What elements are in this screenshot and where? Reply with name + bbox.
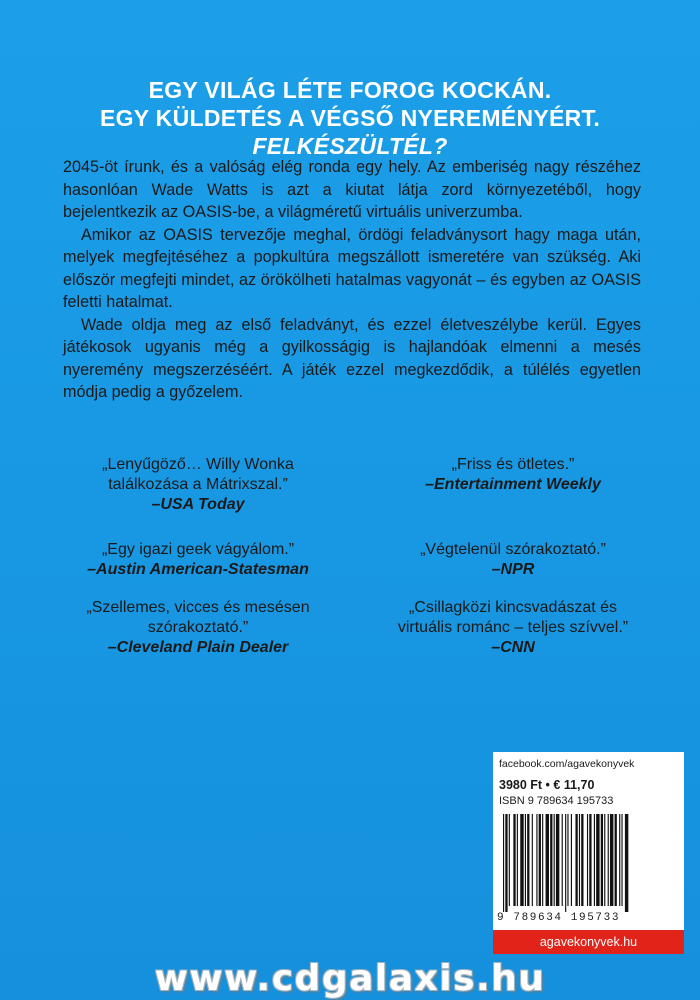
review-quote-cleveland-plain-dealer bbox=[68, 598, 328, 658]
barcode-bar bbox=[565, 814, 566, 912]
review-quote-entertainment-weekly bbox=[388, 455, 638, 495]
quote-source: –Cleveland Plain Dealer bbox=[107, 639, 289, 656]
barcode-bar bbox=[536, 814, 537, 906]
barcode-bar bbox=[550, 814, 552, 906]
facebook-url: facebook.com/agavekonyvek bbox=[499, 758, 635, 770]
barcode-bar bbox=[532, 814, 533, 906]
barcode-bar bbox=[542, 814, 543, 906]
quote-source: –NPR bbox=[491, 561, 535, 578]
quote-source: –CNN bbox=[491, 639, 535, 656]
quote-text: „Friss és ötletes.” bbox=[451, 456, 575, 473]
quote-source: –Entertainment Weekly bbox=[425, 476, 601, 493]
barcode-bar bbox=[615, 814, 617, 906]
barcode-bar bbox=[621, 814, 622, 906]
quote-source: –USA Today bbox=[151, 496, 245, 513]
barcode-bar bbox=[554, 814, 555, 906]
publisher-website: agavekonyvek.hu bbox=[493, 930, 684, 954]
barcode-bar bbox=[619, 814, 620, 906]
barcode-bar bbox=[589, 814, 591, 906]
quote-text: „Szellemes, vicces és mesésen szórakoztató.” bbox=[86, 599, 310, 636]
review-quote-npr bbox=[388, 540, 638, 580]
barcode-bar bbox=[509, 814, 510, 906]
isbn: ISBN 9 789634 195733 bbox=[499, 795, 614, 807]
barcode-label bbox=[493, 752, 684, 954]
synopsis bbox=[63, 156, 641, 404]
barcode-bar bbox=[601, 814, 603, 906]
barcode-bar bbox=[525, 814, 526, 906]
barcode-bar bbox=[610, 814, 613, 906]
tagline bbox=[70, 76, 630, 160]
quote-text: „Lenyűgöző… Willy Wonka találkozása a Mátrixszal.” bbox=[102, 456, 294, 493]
barcode-bar bbox=[587, 814, 588, 906]
barcode-bar bbox=[579, 814, 580, 906]
synopsis-paragraph-1: 2045-öt írunk, és a valóság elég ronda egy hely. Az emberiség nagy részéhez hasonlóan Wade Watts is azt a kiutat látja zord környezetéből, hogy bejelentkezik az OASIS-be, a világméretű virtuális univerzumba. bbox=[63, 158, 641, 221]
review-quote-usa-today bbox=[68, 455, 328, 515]
barcode-bar bbox=[520, 814, 523, 906]
quote-text: „Végtelenül szórakoztató.” bbox=[420, 541, 606, 558]
barcode-bar bbox=[503, 814, 504, 912]
quote-text: „Egy igazi geek vágyálom.” bbox=[101, 541, 295, 558]
barcode-bar bbox=[505, 814, 507, 912]
barcode-bar bbox=[608, 814, 609, 906]
barcode-bar bbox=[594, 814, 595, 906]
barcode-bar bbox=[575, 814, 577, 906]
review-quote-austin-american-statesman bbox=[68, 540, 328, 580]
tagline-line-1: EGY VILÁG LÉTE FOROG KOCKÁN. bbox=[148, 77, 552, 103]
barcode-digits: 9 789634 195733 bbox=[497, 912, 621, 924]
quote-text: „Csillagközi kincsvadászat és virtuális románc – teljes szívvel.” bbox=[397, 599, 629, 636]
barcode-bar bbox=[581, 814, 583, 906]
barcode-bar bbox=[562, 814, 563, 906]
barcode-bar bbox=[567, 814, 568, 906]
review-quote-cnn bbox=[388, 598, 638, 658]
barcode-graphic bbox=[501, 814, 676, 912]
barcode-bar bbox=[556, 814, 559, 906]
barcode-bar bbox=[596, 814, 599, 906]
price: 3980 Ft • € 11,70 bbox=[499, 778, 595, 792]
tagline-line-2: EGY KÜLDETÉS A VÉGSŐ NYEREMÉNYÉRT. bbox=[99, 105, 601, 131]
tagline-line-3: FELKÉSZÜLTÉL? bbox=[252, 133, 448, 159]
barcode-bar bbox=[546, 814, 549, 906]
barcode-bar bbox=[625, 814, 628, 912]
barcode-bar bbox=[571, 814, 572, 906]
synopsis-paragraph-3: Wade oldja meg az első feladványt, és ezzel életveszélybe kerül. Egyes játékosok ugyanis még a gyilkosságig is hajlandóak elmenni a mesés nyeremény megszerzéséért. A játék ezzel megkezdődik, a túlélés egyetlen módja pedig a győzelem. bbox=[63, 315, 641, 401]
barcode-bar bbox=[527, 814, 529, 906]
synopsis-paragraph-2: Amikor az OASIS tervezője meghal, ördögi feladványsort hagy maga után, melyek megfejtéséhez a popkultúra megszállott ismeretére van szükség. Aki először megfejti mindet, az örökölheti hatalmas vagyonát – és egyben az OASIS feletti hatalmat. bbox=[63, 225, 641, 311]
barcode-bar bbox=[539, 814, 541, 906]
barcode-bar bbox=[513, 814, 515, 906]
watermark: www.cdgalaxis.hu bbox=[154, 958, 546, 999]
quote-source: –Austin American-Statesman bbox=[87, 561, 309, 578]
barcode-bar bbox=[604, 814, 605, 906]
barcode-bar bbox=[517, 814, 518, 906]
